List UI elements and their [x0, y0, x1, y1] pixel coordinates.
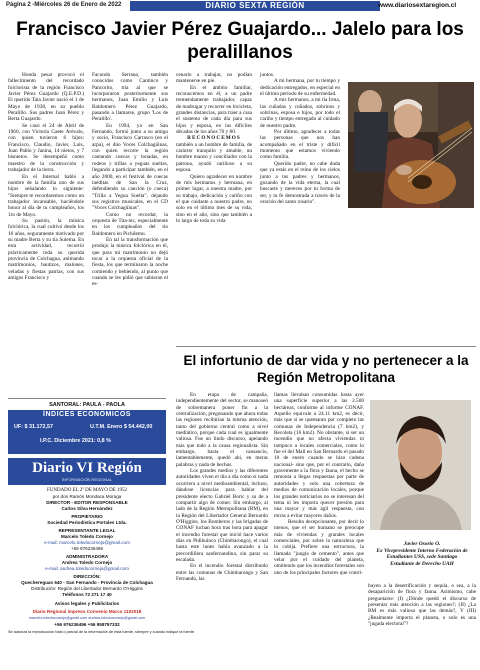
paragraph: Quiero agradecer en nombre de mis hermanos y hermana, en primer lugar, a nuestra madre, por su trabajo, dedicación y cariño con el que cuidaste a nuestro padre, no solo en el último mes de su vida, sino en el año, sino que también a lo largo de toda su vida — [176, 173, 252, 224]
imprint-value: Andrea Toledo Cornejo — [61, 560, 113, 565]
imprint-label: DIRECCIÓN: — [73, 574, 101, 579]
paragraph: En el incendio forestal distribuido entre las comunas de Chimbarongo y San Fernando, las — [176, 563, 268, 582]
imprint-label: PROPIETARIO — [71, 514, 103, 519]
page-info: Página 2 -Miércoles 26 de Enero de 2022 — [6, 2, 122, 8]
paragraph: Resulta decepcionante, por decir lo menos, que el ser humano se preocupe más de viviendas y grandes locales comerciales, por sobre la naturaleza que lo cobija. Prefiere una estructura, la llamada "jungla de cemento", antes que velar por el cuidado del planeta, omitiendo que los incendios forestales son uno de los principales factores que contri- — [274, 518, 364, 576]
paragraph: juntos. — [260, 72, 275, 78]
article1-column-3 — [176, 72, 252, 342]
article2-column-2 — [274, 392, 364, 667]
imprint-phones: +56 976236496 +56 958797332 — [54, 622, 120, 627]
imprint-emails[interactable]: marcelo.toledocornejo@gmail.com andrea.toledocornejo@gmail.com — [28, 616, 146, 620]
folk-singer-photo — [348, 82, 474, 208]
paragraph: Facundo Serrano, también conocidos como Cantinco y Pancorito, tría al que se incorporaron posteriormente sus hermanos, Juan Emilio y Luis Baldomero Pérez Guajardo, pasando a llamarse, grupo 'Los de Peralillo'. — [92, 72, 168, 123]
imprint-telephones: Teléfonos 72 271 17 40 — [62, 592, 112, 597]
imprint-founded: FUNDADO EL 2º DE MAYO DE 1952 — [46, 488, 128, 493]
index-uf: UF: $ 31.172,57 — [14, 424, 53, 430]
imprint-label: ADMINISTRADORA — [65, 554, 109, 559]
imprint-label: REPRESENTANTE LEGAL — [58, 528, 116, 533]
article2-column-3 — [368, 583, 476, 667]
paragraph: cenario a trabajar, no podían mantenerse en pie. — [176, 72, 252, 85]
paragraph: Por último, agradecer a todas las personas que nos han acompañado en el triste y difícil momento que estamos viviendo como familia. — [260, 129, 340, 161]
paragraph: Honda pesar provocó el fallecimiento del recordado folclorista de la región Francisco Javier Pérez Guajardo (Q.E.P.D.) El querido Tata Javier nació el 1 de Mayo de 1938, en su pueblo Peralillo. Sus padres Juan Pérez y Berta Guajardo. — [8, 72, 84, 123]
paragraph: también a un hombre de familia, de carácter tranquilo y amable, un hombre manso y conciliador con la patrona, ayudó cariñoso a su esposa. — [176, 141, 252, 174]
paragraph: A mi hermana, por tu tiempo y dedicación entregados, en especial en el último período de su enfermedad. — [260, 78, 340, 98]
sidebar-divider — [8, 398, 166, 399]
author-portrait-illustration — [370, 400, 471, 530]
imprint-value: Carlos Silva Hernández — [61, 506, 113, 511]
paragraph: llamas llevaban consumidas hasta ayer una superficie superior a las 2.500 hectáreas, conforme al informe CONAF. Aquello equivale a 24.11 km2, es decir, más que si se quemaran por completo las comunas de Independencia (7 km2), y Recoleta (16 km2). No obstante, si ser un incendio que no afecta viviendas ni tampoco a locales comerciales, como lo fue el del Mall en San Bernardo el pasado 10 de enero cuando se hizo cadena nacional- sino que, por el contrario, daña gravemente a la flora y fauna, el hecho se remonta a llegas respuestas por parte de autoridades y solo una cobertura de medios de comunicación locales, porque los grandes noticiarios no se interesan del tema ni les importa quecer presión para una mayor y más ágil respuesta, con miras a evitar mayores daños. — [274, 392, 364, 519]
paragraph: Se casó el 24 de Abril de 1960, con Victoria Gaete Arévalo, con quien tuvieron 6 hijos: Francisco, Claudio, Javier, Luis, Juan Pablo y Janina, 14 nietos, y 7 bisnietos. Se desempeñó como maestro de la construcción y trabajador de la tierra. — [8, 122, 84, 174]
paragraph: A mis hermanos, a mi tía Irma, las cuñadas y cuñados, sobrinos y sobrinas, esposa e hijos, por todo el cariño y tiempo entregado al cuidado de nuestro padre. — [260, 97, 340, 129]
author-role: Estudiante de Derecho UAH — [390, 560, 454, 567]
imprint-founder: por don Ramón Mondaca Moraga — [52, 494, 122, 499]
paragraph: En el ámbito familiar, reconocemos en él, a un padre tremendamente trabajador, capaz de madrugar y recorrer en bicicleta, grandes distancias, para traer a casa el sustento de cada día para sus hijos y esposa, en las difíciles décadas de los años 70 y 80. — [176, 84, 252, 136]
paragraph: En tal la transformación que produjo la música folclórica en él, que para mi matrimonio no dejó tocar a la orquesta oficial de la fiesta, los que terminaron la noche comiendo y bebiendo, al punto que cuando se les pidió que subieran el es- — [92, 236, 168, 288]
index-utm: U.T.M. Enero $ 54.442,00 — [90, 424, 153, 430]
site-url: www.diariosextaregion.cl — [378, 2, 457, 9]
masthead-tagline: INFORMACIÓN REGIONAL — [61, 477, 113, 482]
paragraph: En etapa de campaña, independientemente del sector, se manoseó de sobremanera poner fin a la centralización, pregonando que ahora todas las regiones recibirían la misma atención, tanto del gobierno central como a nivel mediático, porque cada cual es igualmente valiosa. Fue un lindo discurso, apelando más que todo a la causa regionalista. Sin embargo, hasta el cansancio, lamentablemente, quedó ahí, en meras palabras y nada de hechos. — [176, 392, 268, 468]
imprint-ads-title: Avisos legales y Publicitarios — [54, 601, 120, 606]
article1-column-1 — [8, 72, 84, 397]
article2-headline: El infortunio de dar vida y no pertenecer a la Región Metropolitana — [183, 353, 469, 385]
brand-title: DIARIO SEXTA REGIÓN — [205, 1, 305, 10]
author-photo — [370, 400, 471, 530]
imprint-value: Sociedad Periodística Portales Ltda. — [47, 520, 127, 525]
paragraph: Como no recordar, la orquesta de Tita-nic, especialmente en los cumpleaños del tío Baldomero en Pichilemu. — [92, 211, 168, 237]
paragraph: Querido padre, no cabe duda que ya estás en el reino de los cielos junto a tus padres y hermanos, gozando de la vida eterna, la cual buscaste y mereces por tu forma de ser, y tu fe demostrada a través de la oración del santo rosario". — [260, 160, 340, 205]
paragraph: En 1994, ya en San Fernando, formó junto a su amigo y socio, Francisco Carrasco (en el arpa), el dúo Voces Colchagüinas, con quien recorre la región cantando cuecas y tonadas, en rodeos y trillas a yeguas sueltas, llegando a participar también, en el año 2000, en el festival de cuecas inéditas de San la Cruz, defendiendo su canción (o cueca) "Trilla a Yegua Suelta", dejando sus registros musicales, en el CD "Voces Colchagüinas". — [92, 122, 168, 212]
imprint-email[interactable]: e-mail: marcelo.toledocornejo@gmail.com — [44, 540, 130, 545]
subheading: RECONOCEMOS — [187, 135, 241, 142]
imprint-address: Quechereguas 640 - San Fernando - Provincia de Colchagua — [21, 580, 153, 585]
author-caption — [368, 541, 476, 567]
article2-column-1 — [176, 392, 268, 667]
imprint-reproduction-note: Se autoriza la reproducción total o parcial de la información de esta fuente, siempre y cuando indique la fuente. — [8, 630, 196, 634]
author-name: Javier Osorio O. — [403, 541, 441, 547]
index-ipc: I.P.C. Diciembre 2021: 0,8 % — [40, 438, 111, 444]
article1-headline: Francisco Javier Pérez Guajardo... Jalelo para los peralillanos — [16, 19, 464, 63]
article1-column-2 — [92, 72, 168, 397]
indices-title: ÍNDICES ECONÓMICOS — [43, 411, 131, 418]
imprint-email[interactable]: e-mail: andrea.toledocornejo@gmail.com — [45, 566, 129, 571]
saints-of-day: SANTORAL: PAULA - PAOLA — [49, 402, 125, 408]
author-role: Ex Vicepresidente Interno Federación de Estudiantes USS, sede Santiago — [376, 547, 468, 561]
folk-singer-illustration — [348, 82, 474, 208]
paragraph: Los grandes medios y las diferentes autoridades viven el día a día como si nada ocurriera a nivel medioambiental, incluso, dándose licencias para hablar del presidente electo Gabriel Boric y su de a compartir algo de comer. Sin embargo, al lado de la Región Metropolitana (RM), en la Región del Libertador General Bernardo O'Higgins, los Bomberos y las brigadas de CONAF luchan hora tras hora para apagar el incendio forestal que inició hace varios días en Pidihuinco (Chimbarongo), el cual hasta este lunes había avanzado a la precordillera sanfernandina, sin parar su escalada. — [176, 468, 268, 563]
imprint-convenio: Diario Regional impreso Convenio Marco 1102018 — [32, 609, 142, 614]
imprint-value: Marcelo Toledo Cornejo — [61, 534, 113, 539]
paragraph: En el Internal hablo a nombre de la familia uno de sus hijos señalando lo siguiente: "Siempre te recordaremos como un trabajador incansable, haciéndole honor al día de tu cumpleaños, los 1ro de Mayo. — [8, 173, 84, 218]
paragraph: buyen a la desertificación y sequía, o sea, a la desaparición de flora y fauna. Asimismo, cabe preguntarse: (I) ¿Dónde quedó el discurso de presentar más atención a las regiones?; (II) ¿La RM es más valiosa que las demás?, Y (III) ¿Realmente importa el planeta, o solo es una "jugada electoral"? — [368, 583, 476, 628]
imprint-phone: +56 976236496 — [70, 546, 104, 551]
paragraph: Su pasión, la música folclórica, la cual cultivó desde los 16 años, seguramente motivado por su madre Berta y su tía Sulema. En esta actividad, recorrió prácticamente toda su querida provincia de Colchagua, animando matrimonios, bautizos, malones, veladas y fiestas patrias, con sus amigos Francisco y — [8, 217, 84, 281]
masthead-logo: Diario VI Región — [32, 460, 142, 476]
imprint-label: DIRECTOR - EDITOR RESPONSABLE — [46, 500, 128, 505]
imprint-distribution: Distribución: Región del Libertador Bernardo O'Higgins — [31, 586, 143, 591]
article1-column-4 — [260, 72, 340, 342]
section-divider — [176, 346, 476, 347]
